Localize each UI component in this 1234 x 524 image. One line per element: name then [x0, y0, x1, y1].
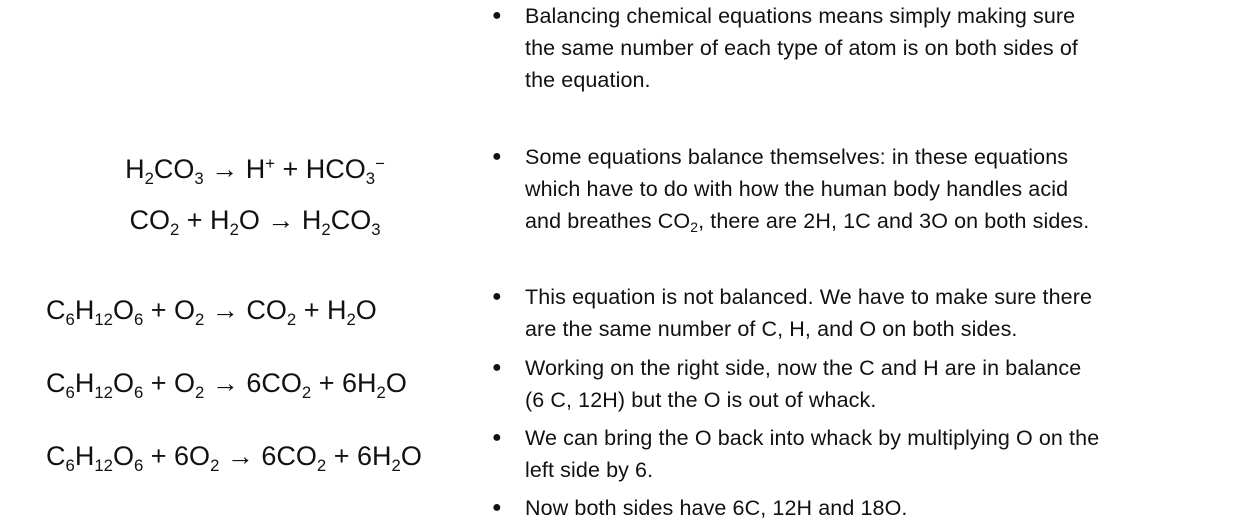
- bullet-line: Working on the right side, now the C and H are in balance: [525, 356, 1082, 380]
- bullet-dot: ●: [492, 7, 502, 24]
- bullet-line: which have to do with how the human body handles acid: [525, 177, 1069, 201]
- equation-carbonic-dissociation: $H_2CO_3 \to H^+ + HCO_3^-$: [125, 153, 385, 188]
- bullet-dot: ●: [492, 359, 502, 376]
- bullet-line: We can bring the O back into whack by multiplying O on the: [525, 426, 1100, 450]
- bullet-line: left side by 6.: [525, 458, 654, 482]
- equation-glucose-partial: $C_6H_{12}O_6 + O_2 \to 6CO_2 + 6H_2O$: [46, 368, 407, 402]
- bullet-line-with-formula: and breathes $CO_2$, there are 2H, 1C and 3O on both sides.: [525, 209, 1090, 236]
- equation-glucose-balanced: $C_6H_{12}O_6 + 6O_2 \to 6CO_2 + 6H_2O$: [46, 441, 422, 475]
- bullet-dot: ●: [492, 499, 502, 516]
- bullet-line: Some equations balance themselves: in these equations: [525, 145, 1069, 169]
- bullet-dot: ●: [492, 429, 502, 446]
- bullet-dot: ●: [492, 148, 502, 165]
- bullet-line: the same number of each type of atom is on both sides of: [525, 36, 1078, 60]
- bullet-line: are the same number of C, H, and O on both sides.: [525, 317, 1018, 341]
- bullet-dot: ●: [492, 288, 502, 305]
- bullet-line: Now both sides have 6C, 12H and 18O.: [525, 496, 908, 520]
- equation-glucose-unbalanced: $C_6H_{12}O_6 + O_2 \to CO_2 + H_2O$: [46, 295, 377, 329]
- bullet-line: This equation is not balanced. We have to make sure there: [525, 285, 1093, 309]
- bullet-line: the equation.: [525, 68, 651, 92]
- bullet-line: Balancing chemical equations means simply making sure: [525, 4, 1076, 28]
- bullet-line: (6 C, 12H) but the O is out of whack.: [525, 388, 877, 412]
- equation-co2-hydration: $CO_2 + H_2O \to H_2CO_3$: [129, 205, 381, 239]
